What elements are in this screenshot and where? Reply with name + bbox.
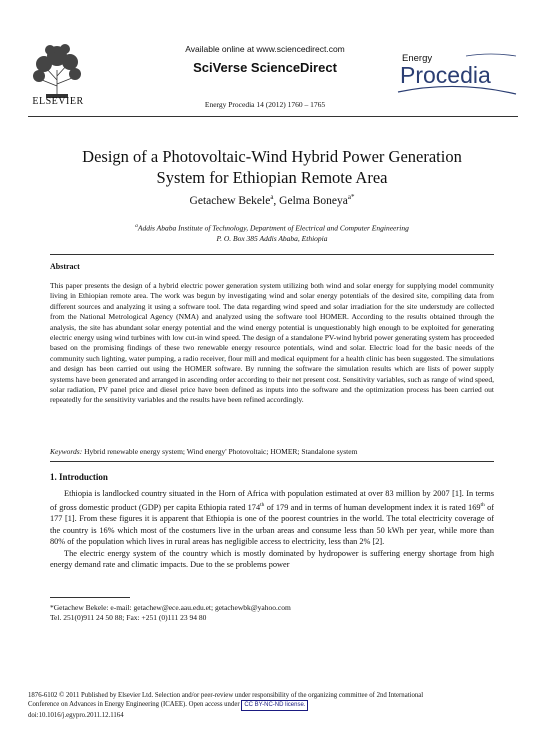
paper-title-line-1: Design of a Photovoltaic-Wind Hybrid Power Generation [82,147,462,166]
publisher-name: ELSEVIER [32,96,84,107]
footnote-phone: Tel. 251(0)911 24 50 88; Fax: +251 (0)111 23 94 80 [50,613,207,622]
affiliation-line-1: Addis Ababa Institute of Technology, Department of Electrical and Computer Engineering [137,223,409,233]
header-rule [28,116,518,117]
paper-title [40,146,504,188]
copyright-line-1: 1876-6102 © 2011 Published by Elsevier Ltd. Selection and/or peer-review under responsibility of the organizing committee of 2nd International [28,692,424,699]
doi[interactable]: doi:10.1016/j.egypro.2011.12.1164 [28,712,124,720]
sciverse-sciencedirect-logo: SciVerse ScienceDirect [193,60,337,75]
section-heading-introduction: 1. Introduction [50,472,108,482]
intro-p1-part-c: of 177 [1]. From these figures it is apparent that Ethiopia is one of the poorest countries in the world. The total electricity coverage of the country is 16% which most of the costumers live in the urban areas and consume less than 50 kWh per year, while more than 80% of the population which lives in rural areas has negligible access to electricity, less than 2% [2]. [50,502,494,547]
copyright-notice [28,691,528,721]
abstract-top-rule [50,254,494,255]
journal-reference: Energy Procedia 14 (2012) 1760 – 1765 [204,100,326,109]
affiliation [40,221,504,244]
keywords-label: Keywords: [50,447,83,456]
intro-p1-part-b: of 179 and in terms of human development index it is rated 169 [264,502,481,512]
intro-paragraph-1 [50,488,494,548]
author-separator: , [273,194,280,207]
footnote-rule [50,597,130,598]
intro-p1-sup-2: th [480,501,485,508]
footnote-email: *Getachew Bekele: e-mail: getachew@ece.aau.edu.et; getachewbk@yahoo.com [50,603,291,612]
author-1: Getachew Bekele [189,194,271,207]
copyright-line-2: Conference on Advances in Energy Engineering (ICAEE). Open access under [28,701,242,709]
paper-title-line-2: System for Ethiopian Remote Area [156,168,388,187]
abstract-heading: Abstract [50,262,80,271]
available-online-text: Available online at www.sciencedirect.com [185,44,345,54]
abstract-bottom-rule [50,461,494,462]
intro-p1-sup-1: th [260,501,265,508]
author-list [40,193,504,207]
cc-license-link[interactable]: CC BY-NC-ND license. [241,700,308,711]
abstract-text: This paper presents the design of a hybrid electric power generation system utilizing both wind and solar energy for supplying model community living in Ethiopian remote area. The work was begun by investigating wind and solar energy potentials of the desired site, compiling data from different sources and analyzing it using a software tool. The data regarding wind speed and solar irradiation for the site understudy are collected from the National Metrological Agency (NMA) and analyzed using the software tool HOMER. According to the results obtained through the analysis, the site has abundant solar energy potential and the wind energy potential is unquestionably high enough to be exploited for generating electric energy using wind turbines with low cut-in wind speed. The design of a standalone PV-wind hybrid power generating system has proceeded based on the promising findings of these two renewable energy resource potentials, wind and solar. Electric load for the basic needs of the community such lighting, water pumping, a radio receiver, flour mill and medical equipment for a health clinic has been suggested. The simulations and design has been carried out using the HOMER software. By running the software the simulation results which are lists of power supply systems have been generated and arranged in ascending order according to their net present cost. Sensitivity variables, such as range of wind speed, solar radiation, PV panel price and diesel price have been defined as inputs into the software and the optimization process has been carried out repeatedly for the sensitivity variables and the results have been refined accordingly. [50,281,494,405]
introduction-body [50,488,494,571]
author-1-affil: a [270,193,274,201]
journal-name-large: Procedia [400,62,491,88]
intro-paragraph-2: The electric energy system of the country which is mostly dominated by hydropower is suffering energy shortage from high energy demand rate and climatic impacts. Due to the se problems power [50,548,494,570]
intro-p1-part-a: Ethiopia is landlocked country situated in the Horn of Africa with population estimated at over 83 million by 2007 [1]. In terms of gross domestic product (GDP) per capita Ethiopia rated 174 [50,489,494,512]
journal-name-small: Energy [402,53,433,64]
author-2-affil: a* [347,193,355,201]
affiliation-line-2: P. O. Box 385 Addis Ababa, Ethiopia [216,233,328,243]
affiliation-marker: a [135,223,138,229]
keywords-text: Hybrid renewable energy system; Wind energy' Photovoltaic; HOMER; Standalone system [82,447,358,456]
keywords [50,447,494,457]
author-2: Gelma Boneya [279,194,348,207]
corresponding-author-footnote [50,603,490,623]
